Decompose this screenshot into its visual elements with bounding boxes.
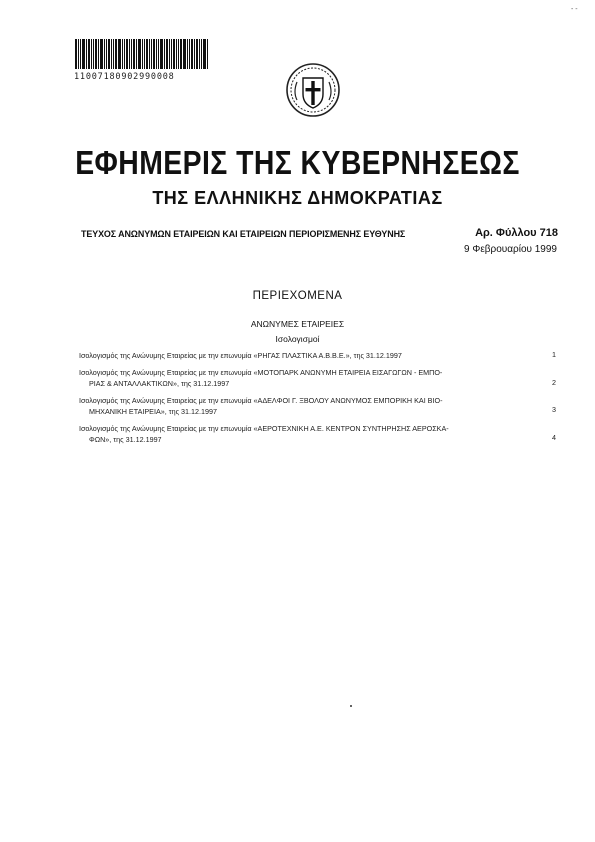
scan-speck: [350, 705, 352, 707]
contents-entry[interactable]: [79, 350, 534, 361]
entry-text-line1: Ισολογισμός της Ανώνυμης Εταιρείας με την επωνυμία «ΜΟΤΟΠΑΡΚ ΑΝΩΝΥΜΗ ΕΤΑΙΡΕΙΑ ΕΙΣΑΓΩΓΩΝ - ΕΜΠΟ-: [79, 368, 443, 377]
greek-state-emblem: [285, 62, 341, 118]
barcode-bar: [126, 39, 128, 69]
entry-text-line2: ΡΙΑΣ & ΑΝΤΑΛΛΑΚΤΙΚΩΝ», της 31.12.1997: [89, 379, 230, 388]
entry-page-number: 2: [552, 378, 556, 387]
category-heading: ΑΝΩΝΥΜΕΣ ΕΤΑΙΡΕΙΕΣ: [250, 319, 345, 329]
barcode-bar: [104, 39, 105, 69]
entry-text-line1: Ισολογισμός της Ανώνυμης Εταιρείας με την επωνυμία «ΑΕΡΟΤΕΧΝΙΚΗ Α.Ε. ΚΕΝΤΡΟΝ ΣΥΝΤΗΡΗΣΗΣ ΑΕΡΟΣΚΑ-: [79, 424, 449, 433]
barcode-bar: [124, 39, 125, 69]
barcode-bar: [115, 39, 117, 69]
barcode-bar: [80, 39, 81, 69]
barcode-bar: [129, 39, 130, 69]
barcode-bar: [78, 39, 79, 69]
issue-date: 9 Φεβρουαρίου 1999: [464, 244, 557, 255]
barcode-bar: [203, 39, 206, 69]
barcode-bar: [95, 39, 97, 69]
barcode-bar: [160, 39, 163, 69]
barcode-bar: [178, 39, 179, 69]
barcode-bar: [196, 39, 198, 69]
barcode-bar: [144, 39, 145, 69]
barcode-bar: [194, 39, 195, 69]
sheet-number: Αρ. Φύλλου 718: [475, 227, 558, 239]
barcode-bar: [180, 39, 182, 69]
issue-type: ΤΕΥΧΟΣ ΑΝΩΝΥΜΩΝ ΕΤΑΙΡΕΙΩΝ ΚΑΙ ΕΤΑΙΡΕΙΩΝ ΠΕΡΙΟΡΙΣΜΕΝΗΣ ΕΥΘΥΝΗΣ: [81, 229, 406, 240]
entry-page-number: 4: [552, 433, 556, 442]
barcode-bar: [153, 39, 155, 69]
entry-page-number: 1: [552, 350, 556, 359]
barcode-bar: [82, 39, 85, 69]
contents-entry[interactable]: [79, 367, 534, 389]
crop-mark: - -: [571, 6, 578, 13]
barcode-bar: [187, 39, 188, 69]
barcode-bar: [176, 39, 177, 69]
barcode-bar: [88, 39, 90, 69]
entry-text-line1: Ισολογισμός της Ανώνυμης Εταιρείας με την επωνυμία «ΑΔΕΛΦΟΙ Γ. ΞΒΟΛΟΥ ΑΝΩΝΥΜΟΣ ΕΜΠΟΡΙΚΗ ΚΑΙ ΒΙΟ-: [79, 396, 443, 405]
barcode-bar: [158, 39, 159, 69]
barcode-number: 11007180902990008: [74, 72, 175, 82]
barcode-bar: [133, 39, 135, 69]
entry-page-number: 3: [552, 405, 556, 414]
barcode-bar: [189, 39, 190, 69]
barcode-bar: [118, 39, 121, 69]
barcode-bar: [136, 39, 137, 69]
barcode-bar: [151, 39, 152, 69]
barcode-bar: [98, 39, 99, 69]
barcode-bar: [93, 39, 94, 69]
barcode-bar: [191, 39, 193, 69]
barcode-bar: [164, 39, 165, 69]
barcode-bar: [91, 39, 92, 69]
barcode-bar: [166, 39, 168, 69]
barcode-bar: [138, 39, 141, 69]
barcode-bar: [169, 39, 170, 69]
barcode-bar: [183, 39, 186, 69]
barcode-bar: [142, 39, 143, 69]
gazette-title: ΕΦΗΜΕΡΙΣ ΤΗΣ ΚΥΒΕΡΝΗΣΕΩΣ: [75, 144, 520, 181]
contents-entry[interactable]: [79, 423, 534, 445]
contents-entry[interactable]: [79, 395, 534, 417]
barcode-bar: [149, 39, 150, 69]
barcode-bar: [122, 39, 123, 69]
contents-heading: ΠΕΡΙΕΧΟΜΕΝΑ: [252, 290, 343, 302]
barcode-bar: [108, 39, 110, 69]
barcode-bar: [100, 39, 103, 69]
barcode-bar: [201, 39, 202, 69]
barcode-bar: [111, 39, 112, 69]
barcode-bar: [113, 39, 114, 69]
entry-text-line2: ΦΩΝ», της 31.12.1997: [89, 435, 162, 444]
barcode-bar: [156, 39, 157, 69]
barcode-bar: [199, 39, 200, 69]
barcode-bar: [146, 39, 148, 69]
barcode: [75, 39, 213, 69]
barcode-bar: [171, 39, 172, 69]
entry-text-line1: Ισολογισμός της Ανώνυμης Εταιρείας με την επωνυμία «ΡΗΓΑΣ ΠΛΑΣΤΙΚΑ Α.Β.Β.Ε.», της 31.12.1997: [79, 351, 402, 360]
section-heading: Ισολογισμοί: [275, 334, 320, 344]
barcode-bar: [131, 39, 132, 69]
barcode-bar: [207, 39, 208, 69]
barcode-bar: [86, 39, 87, 69]
barcode-bar: [75, 39, 77, 69]
entry-text-line2: ΜΗΧΑΝΙΚΗ ΕΤΑΙΡΕΙΑ», της 31.12.1997: [89, 407, 218, 416]
barcode-bar: [106, 39, 107, 69]
gazette-subtitle: ΤΗΣ ΕΛΛΗΝΙΚΗΣ ΔΗΜΟΚΡΑΤΙΑΣ: [152, 188, 443, 208]
barcode-bar: [173, 39, 175, 69]
